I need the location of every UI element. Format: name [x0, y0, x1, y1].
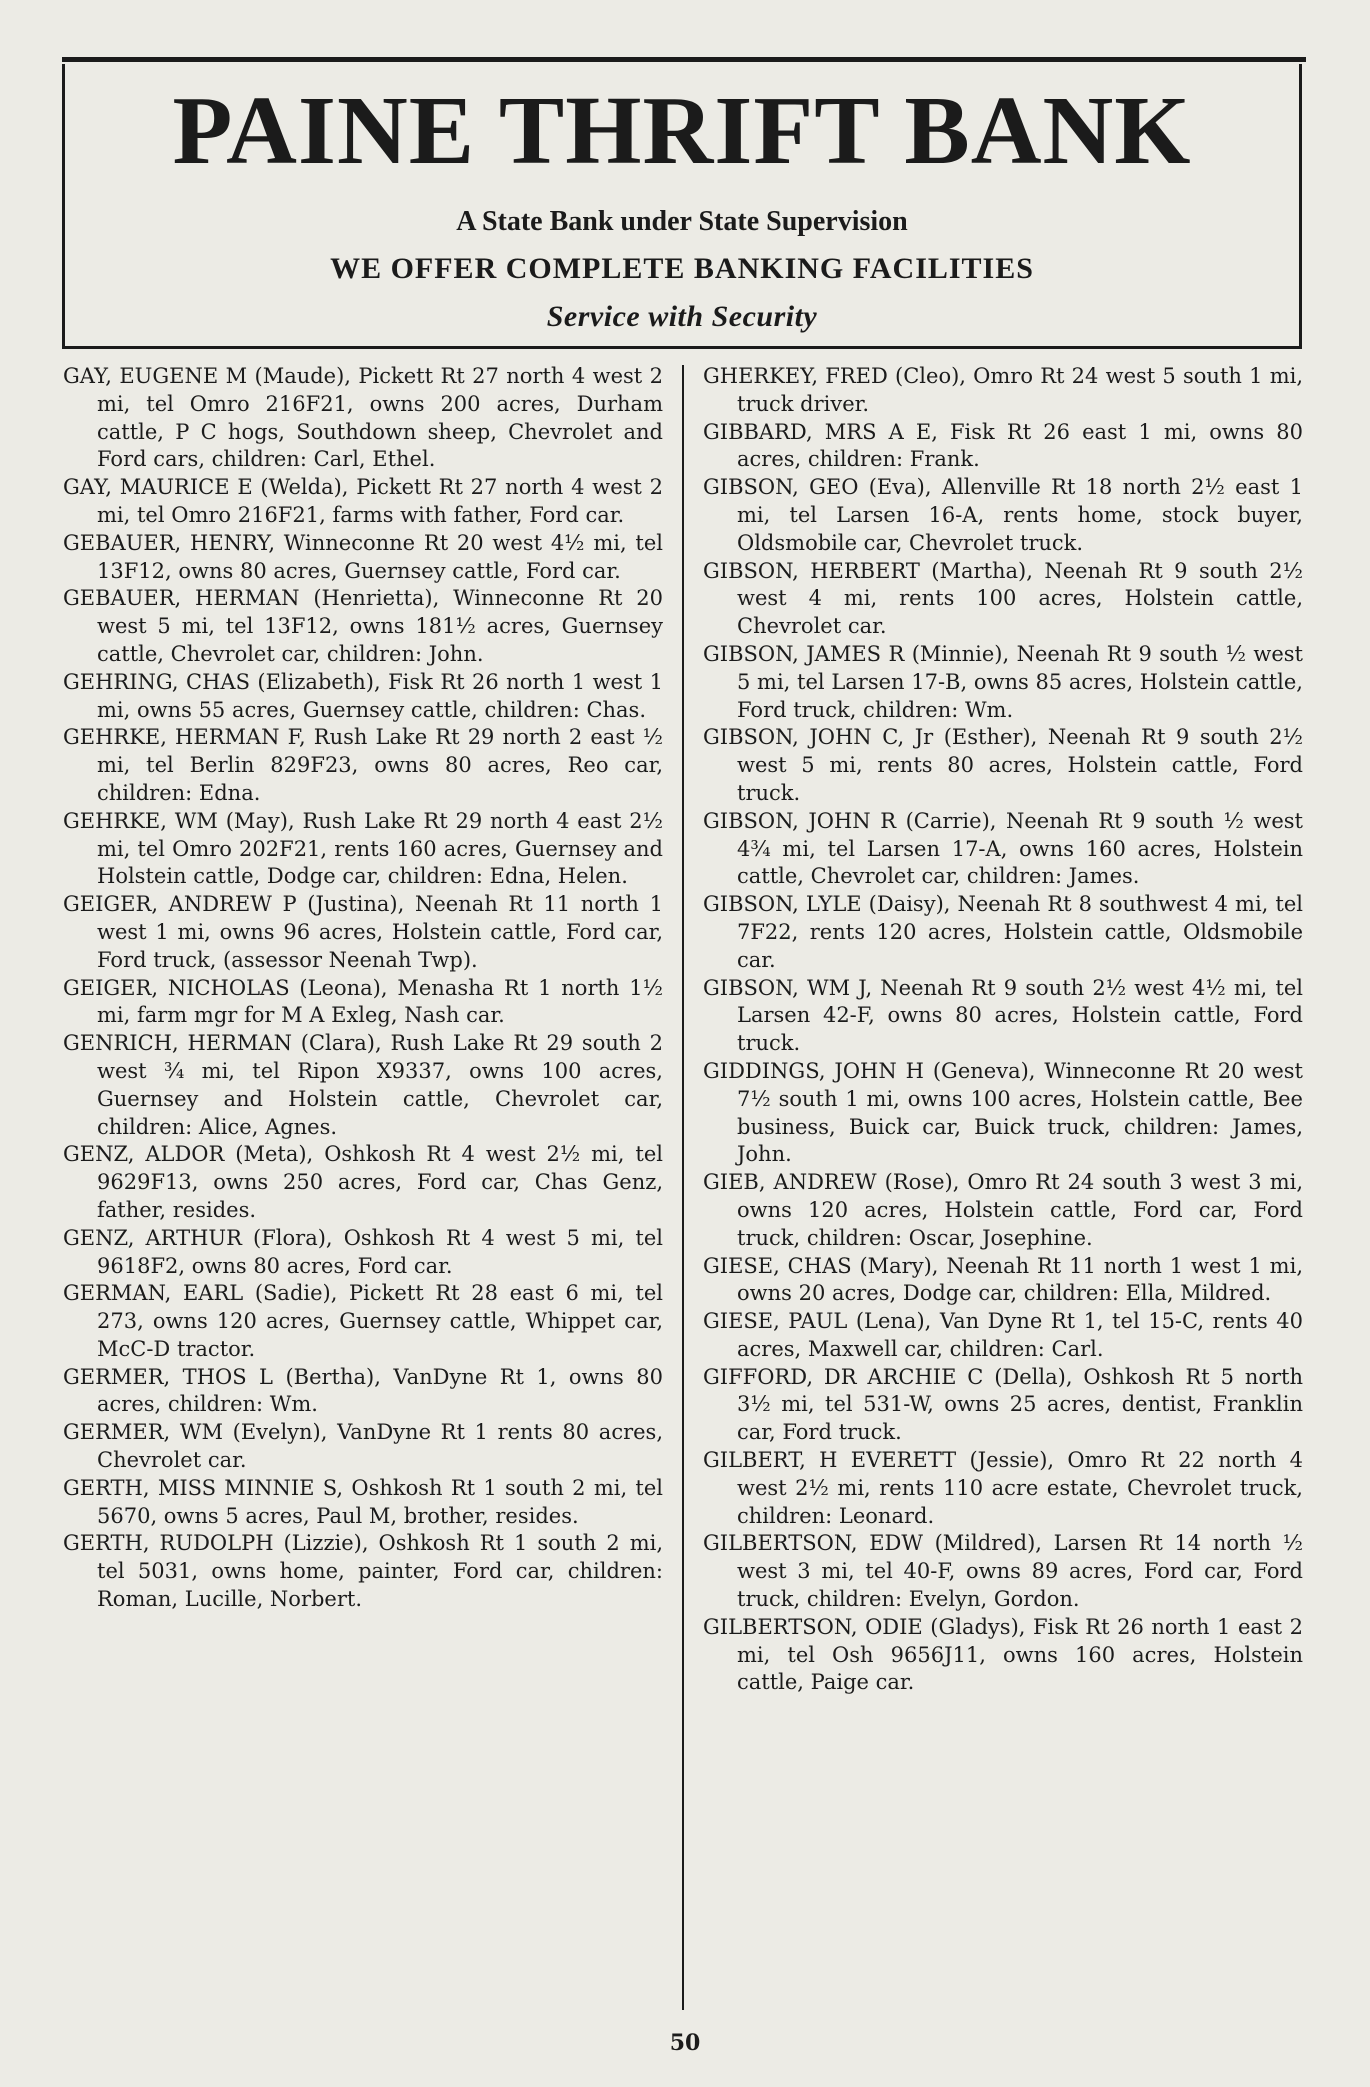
directory-entry: GEBAUER, HERMAN (Henrietta), Winneconne Rt 20 west 5 mi, tel 13F12, owns 181½ acres, Guernsey cattle, Chevrolet car, children: John.: [63, 586, 663, 666]
directory-entry: GIBSON, HERBERT (Martha), Neenah Rt 9 south 2½ west 4 mi, rents 100 acres, Holstein cattle, Chevrolet car.: [703, 558, 1303, 639]
directory-entry: GIESE, CHAS (Mary), Neenah Rt 11 north 1 west 1 mi, owns 20 acres, Dodge car, children: Ella, Mildred.: [703, 1253, 1303, 1306]
directory-entry: GIBSON, JOHN C, Jr (Esther), Neenah Rt 9 south 2½ west 5 mi, rents 80 acres, Holstein cattle, Ford truck.: [703, 725, 1303, 805]
directory-entry: GIESE, PAUL (Lena), Van Dyne Rt 1, tel 15-C, rents 40 acres, Maxwell car, children: Carl.: [703, 1309, 1303, 1361]
directory-entry: GIBSON, WM J, Neenah Rt 9 south 2½ west 4½ mi, tel Larsen 42-F, owns 80 acres, Holstein cattle, Ford truck.: [703, 975, 1303, 1056]
directory-entry: GEHRKE, HERMAN F, Rush Lake Rt 29 north 2 east ½ mi, tel Berlin 829F23, owns 80 acres, Reo car, children: Edna.: [63, 725, 663, 805]
directory-entry: GAY, MAURICE E (Welda), Pickett Rt 27 north 4 west 2 mi, tel Omro 216F21, farms with father, Ford car.: [63, 475, 663, 527]
directory-entry: GEIGER, ANDREW P (Justina), Neenah Rt 11 north 1 west 1 mi, owns 96 acres, Holstein cattle, Ford car, Ford truck, (assessor Neenah Twp).: [63, 892, 663, 972]
directory-entry: GIFFORD, DR ARCHIE C (Della), Oshkosh Rt 5 north 3½ mi, tel 531-W, owns 25 acres, dentist, Franklin car, Ford truck.: [703, 1364, 1303, 1445]
header-rule: [62, 57, 1306, 62]
directory-entry: GENZ, ARTHUR (Flora), Oshkosh Rt 4 west 5 mi, tel 9618F2, owns 80 acres, Ford car.: [63, 1225, 663, 1278]
directory-entry: GIEB, ANDREW (Rose), Omro Rt 24 south 3 west 3 mi, owns 120 acres, Holstein cattle, Ford car, Ford truck, children: Oscar, Josephine.: [703, 1170, 1303, 1250]
directory-entry: GENRICH, HERMAN (Clara), Rush Lake Rt 29 south 2 west ¾ mi, tel Ripon X9337, owns 100 acres, Guernsey and Holstein cattle, Chevrolet car, children: Alice, Agnes.: [63, 1031, 663, 1139]
directory-entry: GERTH, RUDOLPH (Lizzie), Oshkosh Rt 1 south 2 mi, tel 5031, owns home, painter, Ford car, children: Roman, Lucille, Norbert.: [63, 1531, 663, 1612]
directory-entry: GEHRING, CHAS (Elizabeth), Fisk Rt 26 north 1 west 1 mi, owns 55 acres, Guernsey cattle, children: Chas.: [63, 669, 663, 722]
directory-entry: GIBSON, JOHN R (Carrie), Neenah Rt 9 south ½ west 4¾ mi, tel Larsen 17-A, owns 160 acres, Holstein cattle, Chevrolet car, children: James.: [703, 808, 1303, 889]
page-number: 50: [669, 2030, 701, 2056]
directory-entry: GEHRKE, WM (May), Rush Lake Rt 29 north 4 east 2½ mi, tel Omro 202F21, rents 160 acres, Guernsey and Holstein cattle, Dodge car, children: Edna, Helen.: [63, 808, 663, 889]
ad-tagline: Service with Security: [546, 300, 818, 333]
directory-column-left: [63, 363, 663, 1614]
directory-entry: GERTH, MISS MINNIE S, Oshkosh Rt 1 south 2 mi, tel 5670, owns 5 acres, Paul M, brother, resides.: [63, 1475, 663, 1528]
directory-entry: GERMER, WM (Evelyn), VanDyne Rt 1 rents 80 acres, Chevrolet car.: [63, 1420, 663, 1473]
directory-entry: GIBSON, LYLE (Daisy), Neenah Rt 8 southwest 4 mi, tel 7F22, rents 120 acres, Holstein cattle, Oldsmobile car.: [703, 892, 1303, 972]
directory-column-right: [703, 363, 1303, 1697]
directory-entry: GIBSON, JAMES R (Minnie), Neenah Rt 9 south ½ west 5 mi, tel Larsen 17-B, owns 85 acres, Holstein cattle, Ford truck, children: Wm.: [703, 641, 1303, 722]
directory-entry: GERMAN, EARL (Sadie), Pickett Rt 28 east 6 mi, tel 273, owns 120 acres, Guernsey cattle, Whippet car, McC-D tractor.: [63, 1281, 663, 1361]
directory-entry: GERMER, THOS L (Bertha), VanDyne Rt 1, owns 80 acres, children: Wm.: [63, 1364, 663, 1417]
directory-entry: GAY, EUGENE M (Maude), Pickett Rt 27 north 4 west 2 mi, tel Omro 216F21, owns 200 acres, Durham cattle, P C hogs, Southdown sheep, Chevrolet and Ford cars, children: Carl, Ethel.: [63, 364, 663, 472]
directory-entry: GENZ, ALDOR (Meta), Oshkosh Rt 4 west 2½ mi, tel 9629F13, owns 250 acres, Ford car, Chas Genz, father, resides.: [63, 1142, 663, 1222]
directory-entry: GEBAUER, HENRY, Winneconne Rt 20 west 4½ mi, tel 13F12, owns 80 acres, Guernsey cattle, Ford car.: [63, 530, 663, 583]
directory-entry: GIDDINGS, JOHN H (Geneva), Winneconne Rt 20 west 7½ south 1 mi, owns 100 acres, Holstein cattle, Bee business, Buick car, Buick truck, children: James, John.: [703, 1058, 1303, 1167]
directory-entry: GIBSON, GEO (Eva), Allenville Rt 18 north 2½ east 1 mi, tel Larsen 16-A, rents home, stock buyer, Oldsmobile car, Chevrolet truck.: [703, 475, 1303, 555]
directory-entry: GILBERTSON, EDW (Mildred), Larsen Rt 14 north ½ west 3 mi, tel 40-F, owns 89 acres, Ford car, Ford truck, children: Evelyn, Gordon.: [703, 1531, 1303, 1612]
directory-entry: GIBBARD, MRS A E, Fisk Rt 26 east 1 mi, owns 80 acres, children: Frank.: [703, 419, 1303, 472]
directory-entry: GILBERT, H EVERETT (Jessie), Omro Rt 22 north 4 west 2½ mi, rents 110 acre estate, Chevrolet truck, children: Leonard.: [703, 1448, 1303, 1528]
directory-entry: GEIGER, NICHOLAS (Leona), Menasha Rt 1 north 1½ mi, farm mgr for M A Exleg, Nash car.: [63, 975, 663, 1028]
bank-advertisement: [62, 64, 1302, 349]
ad-title: PAINE THRIFT BANK: [172, 77, 1192, 185]
directory-entry: GILBERTSON, ODIE (Gladys), Fisk Rt 26 north 1 east 2 mi, tel Osh 9656J11, owns 160 acres, Holstein cattle, Paige car.: [703, 1614, 1303, 1695]
column-divider: [682, 365, 684, 2010]
directory-entry: GHERKEY, FRED (Cleo), Omro Rt 24 west 5 south 1 mi, truck driver.: [703, 364, 1303, 416]
ad-subtitle: A State Bank under State Supervision: [456, 206, 908, 237]
ad-offer: WE OFFER COMPLETE BANKING FACILITIES: [330, 252, 1034, 285]
